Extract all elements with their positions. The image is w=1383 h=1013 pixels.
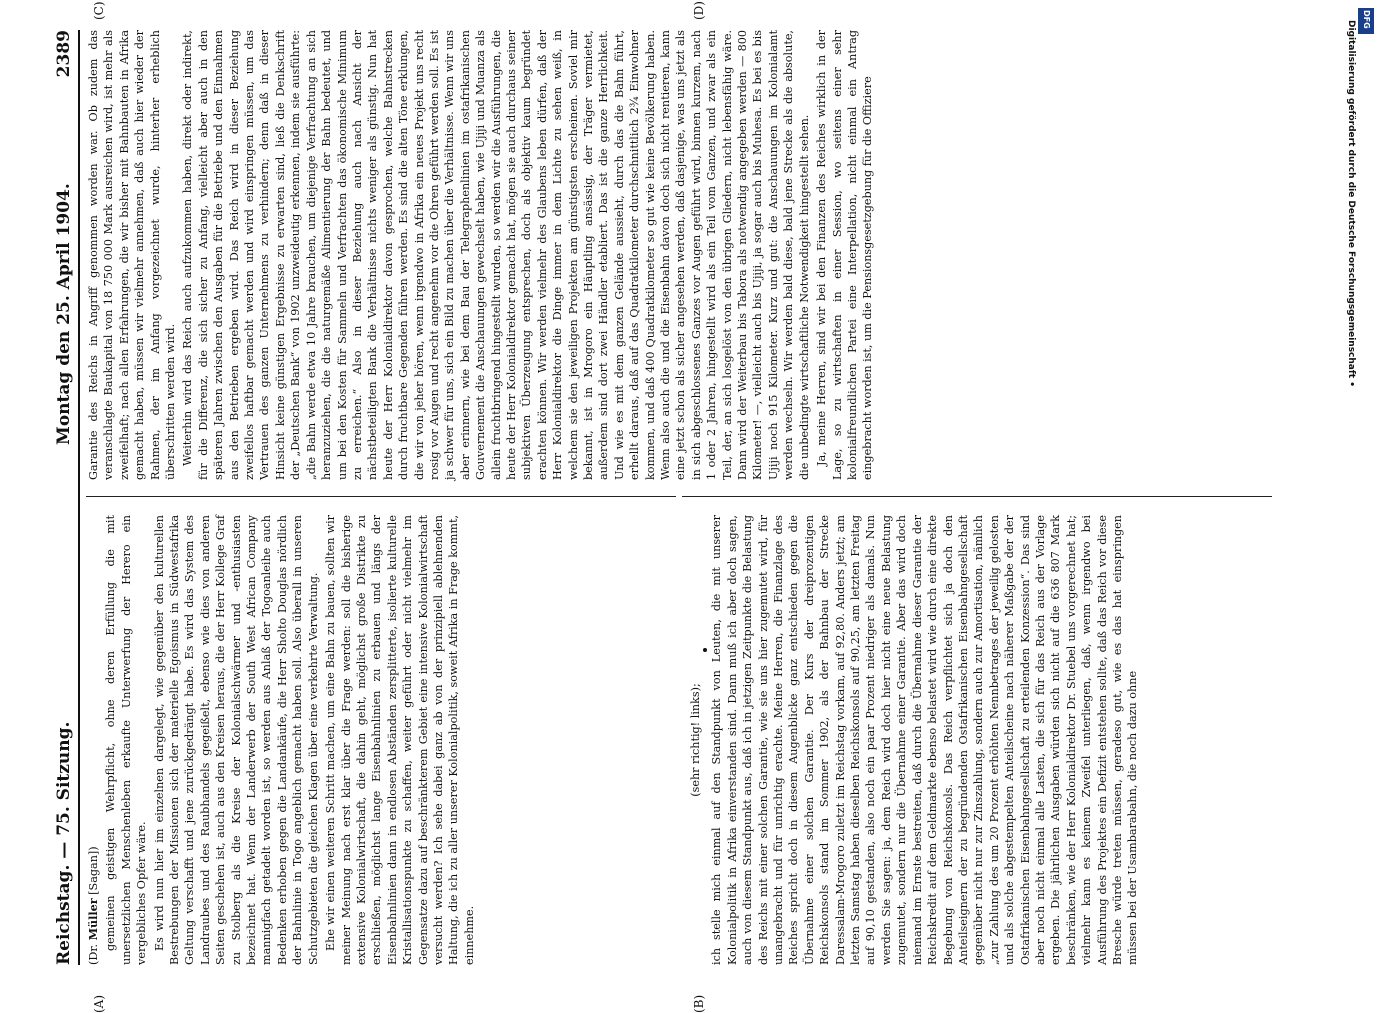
marker-a: (A) (92, 994, 106, 1013)
column-right-top (86, 30, 875, 480)
header-page-number: 2389 (54, 30, 74, 78)
column-divider (86, 496, 676, 497)
speaker-prefix: (Dr. (87, 943, 100, 965)
paragraph: Ehe wir einen weiteren Schritt machen, um eine Bahn zu bauen, sollten wir meiner Meinung nach erst klar über die Frage werden: soll die bisherige extensive Kolonialwirtschaft, die dahin geht, möglichst große Distrikte zu erschließen, möglichst lange Eisenbahnlinien zu erbauen und längs der Eisenbahnlinien dann in endlosen Abständen zersplitterte, isolierte kulturelle Kristallisationspunkte zu schaffen, weiter geführt oder nicht vielmehr im Gegensatze dazu auf beschränkterem Gebiet eine intensive Kolonialwirtschaft versucht werden? Ich sehe dabei ganz ab von der prinzipiell ablehnenden Haltung, die ich zu aller unserer Kolonialpolitik, soweit Afrika in Frage kommt, einnehme. (324, 514, 476, 965)
column-left-bottom (682, 515, 1272, 965)
paragraph: gemeinen geistigen Wehrpflicht, ohne deren Erfüllung die mit unersetzlichen Menschenleben erkaufte Unterwerfung der Herero ein vergebliches Opfer wäre. (104, 515, 149, 965)
marker-c: (C) (92, 1, 106, 20)
paragraph: ich stelle mich einmal auf den Standpunkt von Leuten, die mit unserer Kolonialpolitik in Afrika einverstanden sind. Dann muß ich aber doch sagen, auch von diesem Standpunkt aus, daß ich in jetzigen Zeitpunkte die Belastung des Reichs mit einer solchen Garantie, wie sie uns hier zugemutet wird, für unangebracht und für unrichtig erachte. Meine Herren, die Finanzlage des Reiches spricht doch in diesem Augenblicke ganz entschieden gegen die Übernahme einer solchen Garantie. Der Kurs der dreiprozentigen Reichskonsols stand im Sommer 1902, als der Bahnbau der Strecke Daressalam-Mrogoro zuletzt im Reichstag vorkam, auf 92,80. Anders jetzt; am letzten Samstag haben dieselben Reichskonsols auf 90,25, am letzten Freitag auf 90,10 gestanden, also noch ein paar Prozent niedriger als damals. Nun werden Sie sagen: ja, dem Reich wird doch hier nicht eine neue Belastung zugemutet, sondern nur die Übernahme einer Garantie. Aber das wird doch niemand im Ernste bestreiten, daß durch die Übernahme dieser Garantie der Reichskredit auf dem Geldmarkte ebenso belastet wird wie durch eine direkte Begebung von Reichskonsols. Das Reich verpflichtet sich ja doch den Anteilseignern der zu begründenden Ostafrikanischen Eisenbahngesellschaft gegenüber nicht nur zur Zinszahlung, sondern auch zur Amortisation, nämlich „zur Zahlung des um 20 Prozent erhöhten Nennbetrages der jeweilig gelosten und als solche abgestempelten Anteilscheine nach näherer Maßgabe der der Ostafrikanischen Eisenbahngesellschaft zu erteilenden Konzession“. Das sind aber noch nicht einmal alle Lasten, die sich für das Reich aus der Vorlage ergeben. Die jährlichen Ausgaben würden sich nicht auf die 636 807 Mark beschränken, wie der Herr Kolonialdirektor Dr. Stuebel uns vorgerechnet hat; vielmehr kann es keinem Zweifel unterliegen, daß, wenn irgendwo bei Ausführung des Projektes ein Defizit entstehen sollte, daß das Reich vor diese Bresche würde treten müssen, geradeso gut, wie es das hat einspringen müssen bei der Usambarabahn, die noch dazu ohne (710, 515, 1140, 965)
page-header (52, 30, 80, 965)
ink-dot (703, 648, 707, 652)
dfg-logo-icon (1358, 8, 1374, 34)
paragraph: Ja, meine Herren, sind wir bei den Finanzen des Reiches wirklich in der Lage, so zu wirtschaften in einer Session, wo seitens einer sehr kolonialfreundlichen Partei eine Interpellation, nicht einmal ein Antrag eingebracht worden ist, um die Pensionsgesetzgebung für die Offiziere (815, 30, 875, 480)
digitization-note (1342, 20, 1356, 640)
speaker-line (86, 515, 101, 965)
marker-d: (D) (692, 1, 706, 20)
header-left: Reichstag. — 75. Sitzung. (54, 721, 74, 965)
paragraph: Weiterhin wird das Reich auch aufzukommen haben, direkt oder indirekt, für die Differenz, die sich sicher zu Anfang, vielleicht aber auch in den späteren Jahren zwischen den Ausgaben für die Betriebe und den Einnahmen aus den Betrieben ergeben wird. Das Reich wird in dieser Beziehung zweifellos haftbar gemacht werden und wird einspringen müssen, um das Vertrauen des ganzen Unternehmens zu verhindern; denn daß in dieser Hinsicht keine günstigen Ergebnisse zu erwarten sind, ließ die Denkschrift der „Deutschen Bank“ von 1902 unzweideutig erkennen, indem sie ausführte: „die Bahn werde etwa 10 Jahre brauchen, um diejenige Verfrachtung an sich heranzuziehen, die die naturgemäße Alimentierung der Bahn bedeutet, und um bei den Kosten für Sammeln und Verfrachten das ökonomische Minimum zu erreichen.“ Also in dieser Beziehung auch nach Ansicht der nächstbeteiligten Bank die Verhältnisse nichts weniger als günstig. Nun hat heute der Herr Kolonialdirektor davon gesprochen, welche Bahnstrecken durch fruchtbare Gegenden führen werden. Es sind die alten Töne erklungen, die wir von jeher hören, wenn irgendwo in Afrika ein neues Projekt uns recht rosig vor Augen und recht angenehm vor die Ohren geführt werden soll. Es ist ja schwer für uns, sich ein Bild zu machen über die Verhältnisse. Wenn wir uns aber erinnern, wie bei dem Bau der Telegraphenlinien im ostafrikanischen Gouvernement die Anschauungen gewechselt haben, wie Ujiji und Muanza als allein fruchtbringend hingestellt wurden, so werden wir die Ausführungen, die heute der Herr Kolonialdirektor gemacht hat, mögen sie auch durchaus seiner subjektiven Überzeugung entsprechen, doch als objektiv kaum begründet erachten können. Wir werden vielmehr des Glaubens leben dürfen, daß der Herr Kolonialdirektor die Dinge immer in dem Lichte zu sehen weiß, in welchem sie den jeweiligen Projekten am günstigsten erscheinen. Soviel mir bekannt, ist in Mrogoro ein Häuptling ansässig, der Träger vermietet, außerdem sind dort zwei Händler etabliert. Das ist die ganze Herrlichkeit. Und wie es mit dem ganzen Gelände aussieht, durch das die Bahn führt, erhellt daraus, daß auf das Quadratkilometer durchschnittlich 2¾ Einwohner kommen, und daß 400 Quadratkilometer so gut wie keine Bevölkerung haben. Wenn also auch die und die Eisenbahn davon doch sich nicht rentieren, kann eine jetzt schon als sicher angesehen werden, daß dasjenige, was uns jetzt als in sich abgeschlossenes Ganzes vor Augen geführt wird, binnen kurzem, nach 1 oder 2 Jahren, hingestellt wird als ein Teil vom Ganzen, und zwar als ein Teil, der, an sich losgelöst von den übrigen Gliedern, nicht lebensfähig wäre. Dann wird der Weiterbau bis Tabora als notwendig angegeben werden — 800 Kilometer! —, vielleicht auch bis Ujiji, ja sogar auch bis Muhesa. Es bei es bis Ujiji noch 915 Kilometer. Kurz und gut: die Anschauungen im Kolonialamt werden wechseln. Wir werden bald diese, bald jene Strecke als die absolute, die unbedingte wirtschaftliche Notwendigkeit hingestellt sehen. (181, 30, 811, 480)
rotated-page-content (52, 1, 1322, 1013)
speaker-suffix: [Sagan]) (87, 846, 100, 895)
column-left-top (86, 515, 676, 965)
speaker-name: Müller (86, 898, 100, 941)
dfg-logo-text: DFG (1362, 10, 1371, 29)
paragraph: Garantie des Reichs in Angriff genommen worden war. Ob zudem das veranschlagte Baukapital von 18 750 000 Mark ausreichen wird, ist mehr als zweifelhaft; nach allen Erfahrungen, die wir bisher mit Bahnbauten in Afrika gemacht haben, müssen wir vielmehr annehmen, daß auch hier wieder der Rahmen, der im Anfang vorgezeichnet wurde, hinterher erheblich überschritten werden wird. (87, 30, 178, 480)
column-divider-lower (682, 496, 1272, 497)
lower-band (682, 30, 1272, 965)
paragraph: Es wird nun hier im einzelnen dargelegt, wie gegenüber den kulturellen Bestrebungen der Missionen sich der materielle Egoismus in Südwestafrika Geltung verschafft und jene zurückgedrängt habe. Es wird das System des Landraubes und des Raubhandels gegeißelt, ebenso wie dies von anderen Seiten geschehen ist, auch aus den Kreisen heraus, die der Herr Kollege Graf zu Stolberg als die Kreise der Kolonialschwärmer und -enthusiasten bezeichnet hat. Wenn der Landerwerb der South West African Company mannigfach getadelt worden ist, so werden aus Anlaß der Togoanleihe auch Bedenken erhoben gegen die Landankäufe, die Herr Sholto Douglas nördlich der Bahnlinie in Togo angeblich gemacht haben soll. Also überall in unseren Schutzgebieten die gleichen Klagen über eine verkehrte Verwaltung. (152, 515, 320, 965)
header-center: Montag den 25. April 1904. (54, 183, 74, 445)
digitization-text: Digitalisierung gefördert durch die Deutsche Forschungsgemeinschaft • (1346, 20, 1356, 387)
marker-b: (B) (692, 994, 706, 1013)
interjection: (sehr richtig! links); (689, 683, 702, 797)
